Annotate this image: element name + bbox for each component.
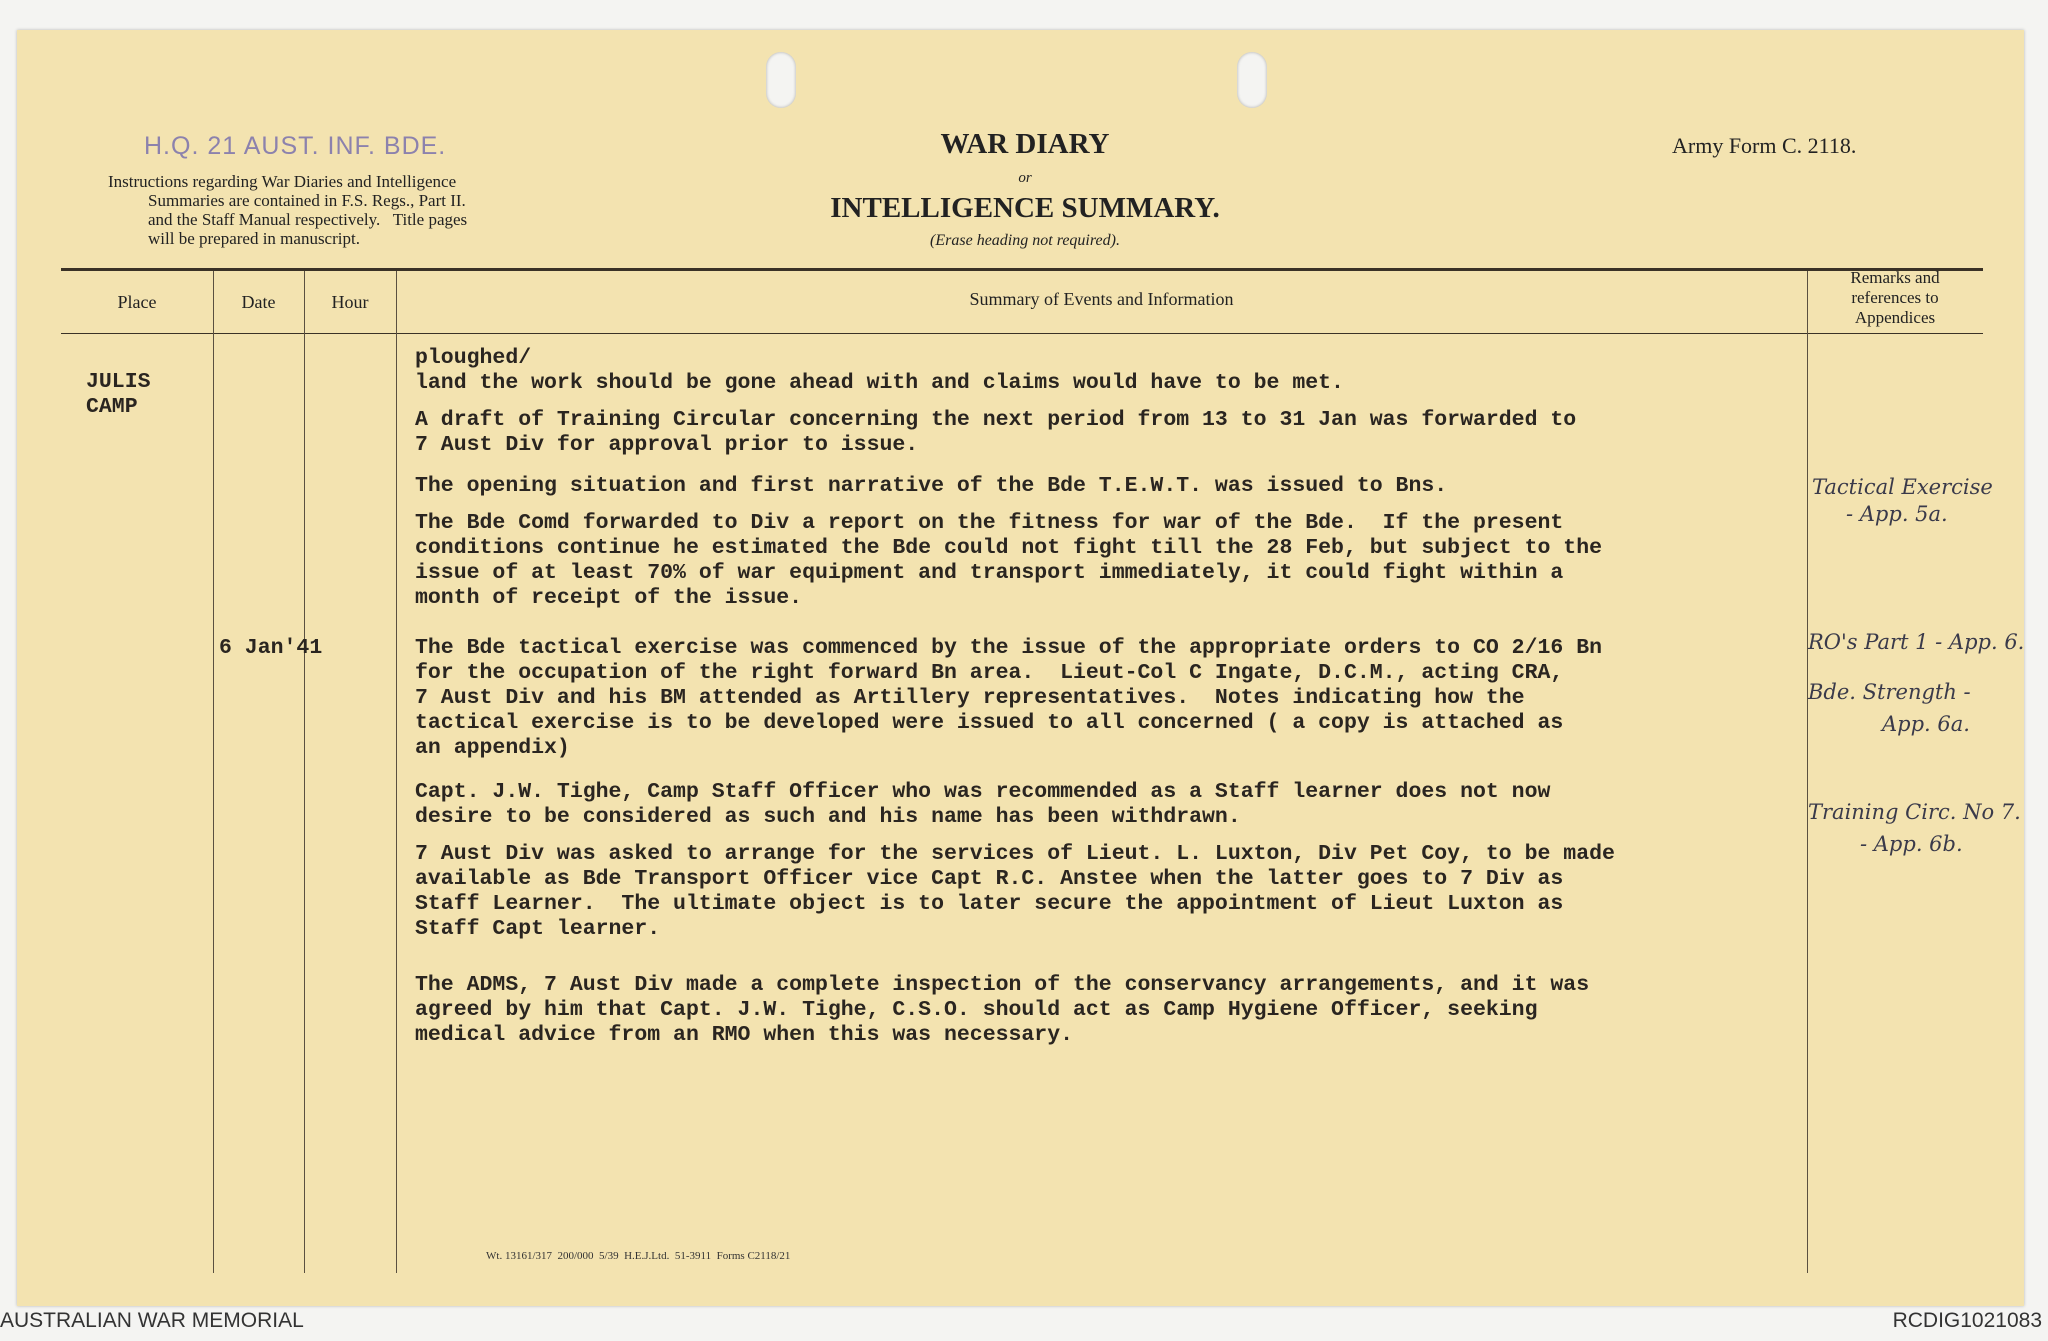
entry [415, 474, 1447, 499]
remark-handwritten: - App. 6b. [1860, 832, 1963, 856]
column-header-date: Date [241, 292, 276, 312]
entry-line: land the work should be gone ahead with and claims would have to be met. [415, 371, 1344, 395]
entry-line: Staff Capt learner. [415, 917, 661, 941]
entry-line: month of receipt of the issue. [415, 586, 803, 610]
instructions [108, 172, 467, 248]
instructions-line: will be prepared in manuscript. [148, 229, 360, 248]
page-title: WAR DIARY [940, 128, 1110, 160]
instructions-line: and the Staff Manual respectively. Title pages [148, 210, 468, 229]
entry-line: Staff Learner. The ultimate object is to later secure the appointment of Lieut Luxton as [415, 892, 1564, 916]
entry [415, 842, 1615, 942]
entry-line: for the occupation of the right forward Bn area. Lieut-Col C Ingate, D.C.M., acting CRA, [415, 661, 1564, 685]
punch-hole [1237, 52, 1267, 108]
column-divider [213, 271, 214, 1273]
place-line: CAMP [86, 395, 138, 419]
remark-handwritten: RO's Part 1 - App. 6. [1808, 630, 2025, 654]
entry [415, 780, 1550, 830]
entry-line: Capt. J.W. Tighe, Camp Staff Officer who was recommended as a Staff learner does not now [415, 780, 1551, 804]
column-divider [1807, 271, 1808, 1273]
entry-line: an appendix) [415, 736, 570, 760]
entry-line: issue of at least 70% of war equipment and transport immediately, it could fight within a [415, 561, 1564, 585]
remark-handwritten: Training Circ. No 7. [1808, 800, 2021, 824]
entry-line: The ADMS, 7 Aust Div made a complete inspection of the conservancy arrangements, and it was [415, 973, 1590, 997]
entry-line: tactical exercise is to be developed were issued to all concerned ( a copy is attached as [415, 711, 1564, 735]
place-cell [86, 370, 151, 420]
table-top-rule [61, 268, 1983, 271]
entry-line: The opening situation and first narrative of the Bde T.E.W.T. was issued to Bns. [415, 474, 1448, 498]
date-cell: 6 Jan'41 [219, 636, 323, 660]
remark-handwritten: App. 6a. [1882, 712, 1970, 736]
column-header-summary: Summary of Events and Information [969, 289, 1234, 309]
entry-line: conditions continue he estimated the Bde could not fight till the 28 Feb, but subject to the [415, 536, 1602, 560]
entry-line: A draft of Training Circular concerning the next period from 13 to 31 Jan was forwarded to [415, 408, 1577, 432]
footer-id: RCDIG1021083 [1892, 1309, 2042, 1332]
remark-handwritten: Tactical Exercise [1812, 475, 1993, 499]
entry-line: 7 Aust Div was asked to arrange for the services of Lieut. L. Luxton, Div Pet Coy, to be made [415, 842, 1615, 866]
entry-line: The Bde Comd forwarded to Div a report on the fitness for war of the Bde. If the present [415, 511, 1564, 535]
entry-line: ploughed/ [415, 346, 532, 370]
entry-line: available as Bde Transport Officer vice Capt R.C. Anstee when the latter goes to 7 Div as [415, 867, 1564, 891]
entry-line: desire to be considered as such and his name has been withdrawn. [415, 805, 1241, 829]
form-number: Army Form C. 2118. [1672, 133, 1857, 158]
column-divider [304, 271, 305, 1273]
header-bottom-rule [61, 333, 1983, 334]
entry-line: 7 Aust Div and his BM attended as Artillery representatives. Notes indicating how the [415, 686, 1525, 710]
punch-hole [766, 52, 796, 108]
column-header-remarks: Remarks and references to Appendices [1850, 268, 1940, 327]
place-line: JULIS [86, 370, 151, 394]
remark-handwritten: Bde. Strength - [1808, 680, 1971, 704]
column-header-hour: Hour [331, 292, 369, 312]
column-divider [396, 271, 397, 1273]
entry [415, 973, 1589, 1048]
remark-handwritten: - App. 5a. [1846, 502, 1948, 526]
instructions-line: Summaries are contained in F.S. Regs., Part II. [148, 191, 466, 210]
entry-line: agreed by him that Capt. J.W. Tighe, C.S.O. should act as Camp Hygiene Officer, seeking [415, 998, 1538, 1022]
entry [415, 408, 1576, 458]
entry [415, 636, 1602, 761]
column-header-place: Place [117, 292, 157, 312]
entry [415, 511, 1602, 611]
entry [415, 346, 1344, 396]
entry-line: 7 Aust Div for approval prior to issue. [415, 433, 919, 457]
print-line: Wt. 13161/317 200/000 5/39 H.E.J.Ltd. 51-3911 Forms C2118/21 [486, 1250, 791, 1262]
title-or: or [1018, 170, 1032, 186]
erase-note: (Erase heading not required). [930, 232, 1120, 249]
unit-stamp: H.Q. 21 AUST. INF. BDE. [144, 132, 447, 160]
instructions-line: Instructions regarding War Diaries and Intelligence [108, 172, 457, 191]
page-subtitle: INTELLIGENCE SUMMARY. [830, 192, 1220, 224]
entry-line: The Bde tactical exercise was commenced by the issue of the appropriate orders to CO 2/16 Bn [415, 636, 1602, 660]
footer-source: AUSTRALIAN WAR MEMORIAL [0, 1309, 304, 1332]
entry-line: medical advice from an RMO when this was necessary. [415, 1023, 1074, 1047]
